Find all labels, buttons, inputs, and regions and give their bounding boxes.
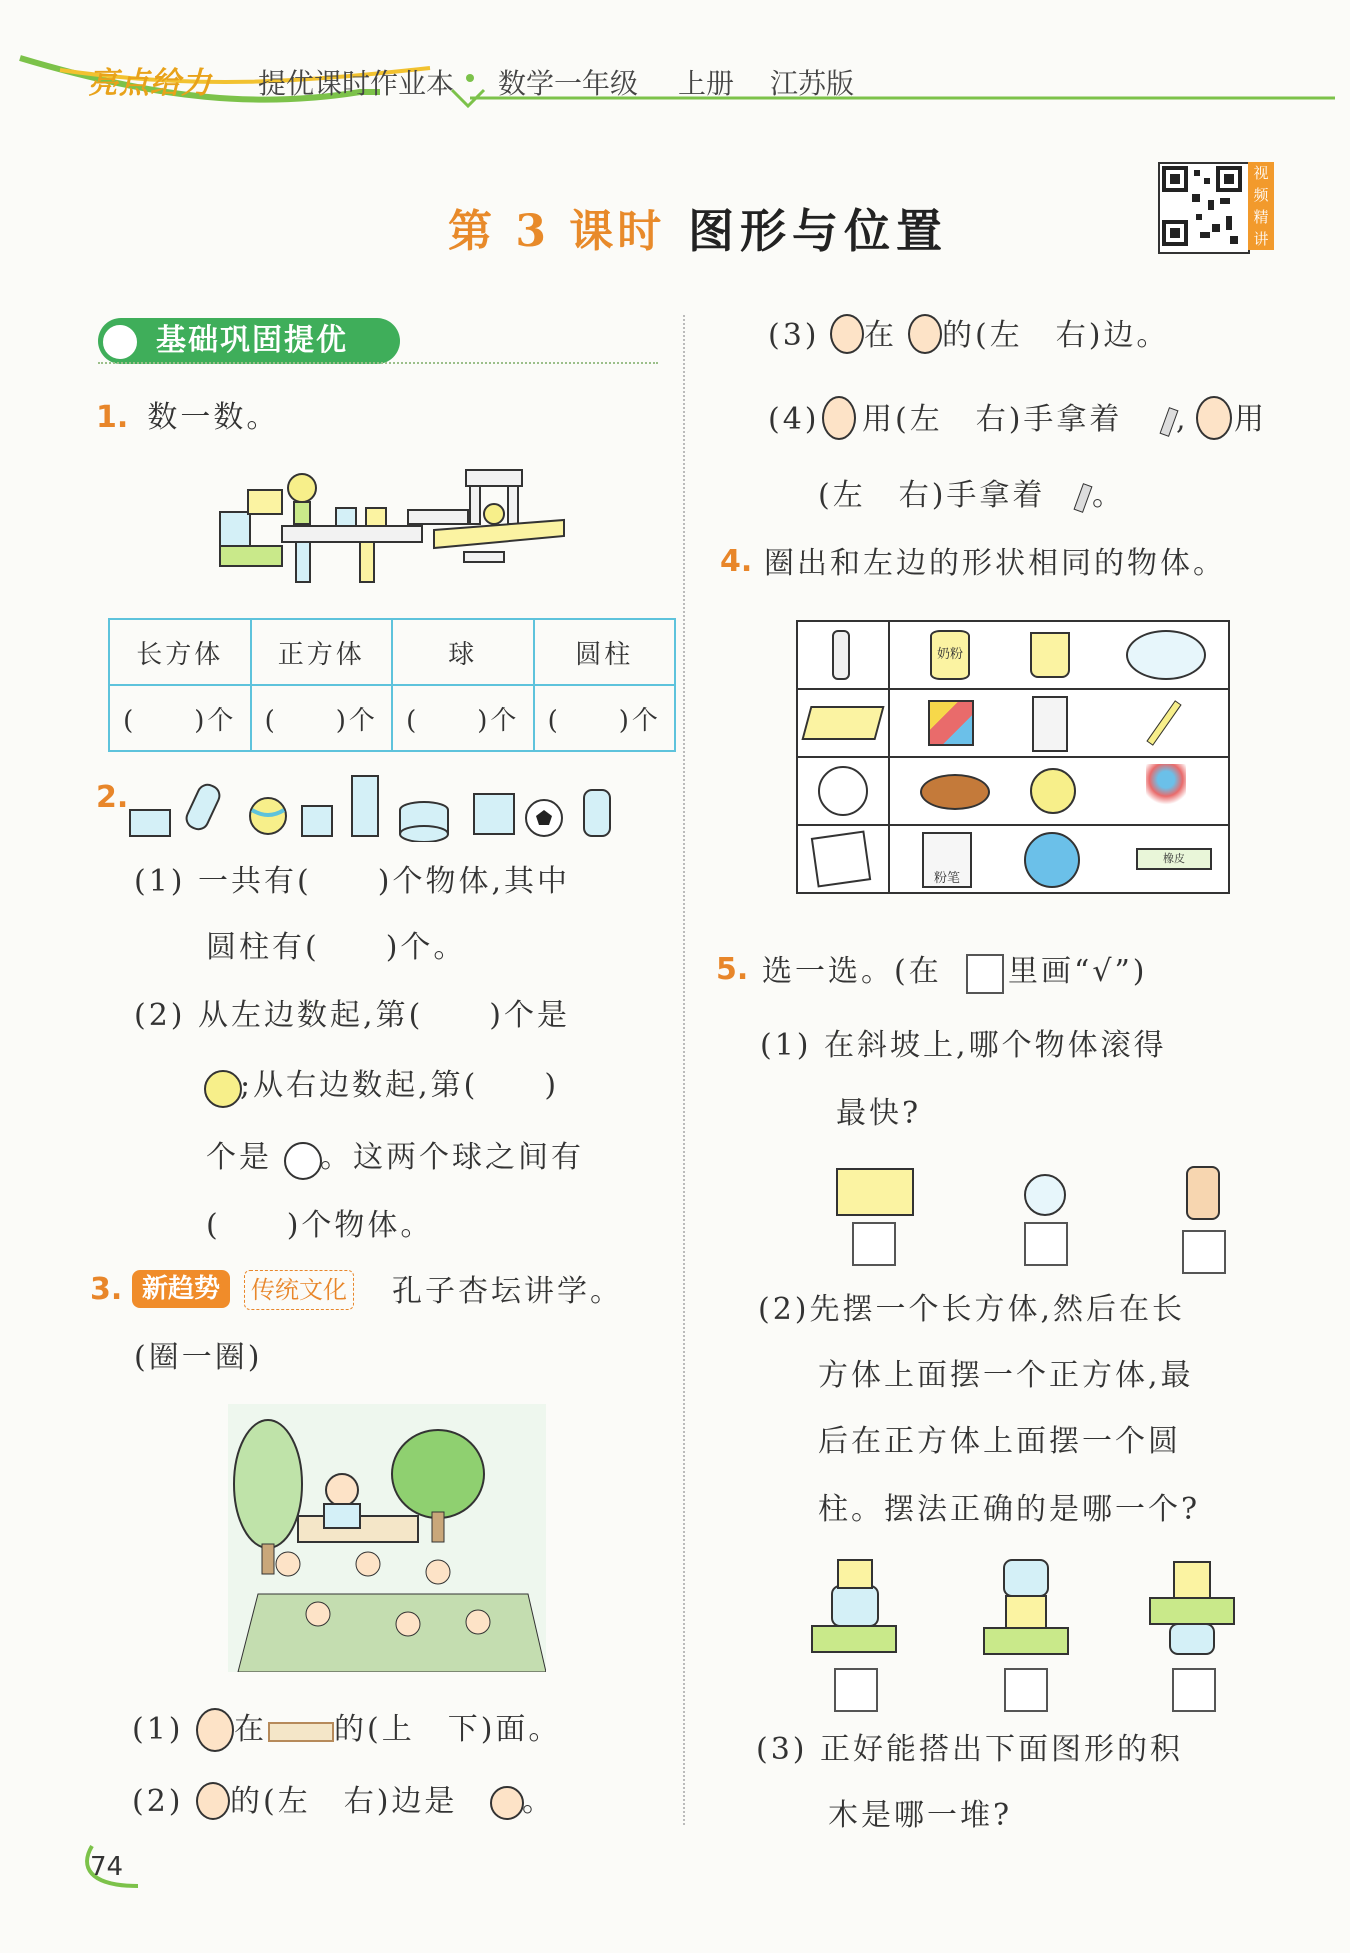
volleyball-icon bbox=[204, 1070, 242, 1108]
teacher-icon bbox=[1196, 396, 1232, 440]
q3-p4-num: (4) bbox=[768, 402, 820, 437]
cylinder-shape bbox=[1186, 1166, 1220, 1220]
q4-number: 4. bbox=[720, 544, 753, 579]
q2-line6: ( )个物体。 bbox=[206, 1208, 434, 1243]
q3-p2-num: (2) bbox=[132, 1784, 184, 1819]
q5-p2b: 方体上面摆一个正方体,最 bbox=[818, 1358, 1194, 1393]
reference-cell bbox=[797, 757, 889, 825]
q3-sub: (圈一圈) bbox=[134, 1340, 263, 1375]
trend-tag: 新趋势 bbox=[132, 1270, 230, 1308]
q2-objects-row bbox=[126, 770, 626, 842]
cuboid-shape bbox=[836, 1168, 914, 1216]
dice-icon bbox=[811, 830, 871, 887]
q3-p4-text: 用(左 右)手拿着 bbox=[862, 402, 1123, 437]
answer-cell[interactable]: ( )个 bbox=[109, 685, 251, 751]
subject: 数学一年级 bbox=[498, 67, 639, 100]
shuttlecock-icon[interactable] bbox=[1146, 764, 1186, 816]
answer-checkbox[interactable] bbox=[852, 1222, 896, 1266]
answer-cell[interactable]: ( )个 bbox=[251, 685, 393, 751]
answer-cell[interactable]: ( )个 bbox=[392, 685, 534, 751]
rugby-ball-icon[interactable] bbox=[920, 774, 990, 810]
answer-checkbox[interactable] bbox=[834, 1668, 878, 1712]
q3-prompt: 孔子杏坛讲学。 bbox=[392, 1274, 623, 1309]
bottle-icon bbox=[832, 630, 850, 680]
answer-checkbox[interactable] bbox=[1172, 1668, 1216, 1712]
reference-cell bbox=[797, 825, 889, 893]
qr-pattern-icon bbox=[1160, 164, 1244, 248]
globe-icon[interactable] bbox=[1024, 832, 1080, 888]
answer-checkbox[interactable] bbox=[1004, 1668, 1048, 1712]
soccer-ball-icon bbox=[284, 1142, 322, 1180]
fridge-icon[interactable] bbox=[1032, 696, 1068, 752]
cup-icon[interactable] bbox=[1030, 632, 1070, 678]
edition: 江苏版 bbox=[770, 67, 855, 100]
q1-number: 1. bbox=[96, 400, 129, 435]
student-icon bbox=[830, 314, 864, 354]
q2-line3: (2) 从左边数起,第( )个是 bbox=[134, 998, 570, 1033]
q2-line1: (1) 一共有( )个物体,其中 bbox=[134, 864, 570, 899]
page-title: 图形与位置 bbox=[688, 204, 948, 258]
q3-number: 3. bbox=[90, 1272, 123, 1307]
q5-p3: (3) 正好能搭出下面图形的积 bbox=[756, 1732, 1184, 1767]
q3-p3-rest: 的(左 右)边。 bbox=[942, 318, 1170, 353]
option-cell[interactable] bbox=[889, 825, 1229, 893]
brand-logo: 亮点给力 bbox=[88, 66, 212, 101]
q3-p2-text: 的(左 右)边是 bbox=[230, 1784, 458, 1819]
q4-prompt: 圈出和左边的形状相同的物体。 bbox=[764, 546, 1226, 581]
soccer-ball-icon bbox=[818, 766, 868, 816]
q5-p1b: 最快? bbox=[836, 1096, 922, 1131]
q5-prompt-a: 选一选。(在 bbox=[762, 954, 942, 989]
option-cell[interactable] bbox=[889, 757, 1229, 825]
answer-cell[interactable]: ( )个 bbox=[534, 685, 676, 751]
gear-icon bbox=[100, 322, 140, 362]
fishbowl-icon[interactable] bbox=[1126, 630, 1206, 680]
q3-p1-in: 在 bbox=[234, 1712, 267, 1747]
q3-p1-rest: 的(上 下)面。 bbox=[334, 1712, 562, 1747]
table-header: 圆柱 bbox=[534, 619, 676, 685]
blocks-illustration bbox=[212, 468, 572, 588]
q3-p4-text2: (左 右)手拿着 bbox=[818, 478, 1046, 513]
q5-p2c: 后在正方体上面摆一个圆 bbox=[818, 1424, 1181, 1459]
table-header: 球 bbox=[392, 619, 534, 685]
q2-line5: 个是 bbox=[206, 1140, 272, 1175]
milk-can-icon[interactable]: 奶粉 bbox=[930, 630, 970, 680]
q3-p3-num: (3) bbox=[768, 318, 820, 353]
q3-p4-end: 。 bbox=[1092, 478, 1125, 513]
q3-p4-comma: , bbox=[1176, 402, 1189, 437]
rubiks-cube-icon[interactable] bbox=[928, 700, 974, 746]
chalk-box-icon[interactable]: 粉笔 bbox=[922, 832, 972, 888]
q2-number: 2. bbox=[96, 780, 129, 815]
stack-options bbox=[808, 1556, 1248, 1666]
reference-cell bbox=[797, 621, 889, 689]
lesson-number: 第 3 课时 bbox=[448, 206, 666, 257]
q4-shape-grid bbox=[796, 620, 1230, 894]
q5-p3b: 木是哪一堆? bbox=[828, 1798, 1013, 1833]
table-header: 长方体 bbox=[109, 619, 251, 685]
q3-p3-in: 在 bbox=[864, 318, 897, 353]
q3-p2-end: 。 bbox=[522, 1784, 555, 1819]
q5-p2d: 柱。摆法正确的是哪一个? bbox=[818, 1492, 1201, 1527]
volume: 上册 bbox=[678, 67, 735, 100]
qr-code[interactable] bbox=[1158, 162, 1250, 254]
gift-box-icon bbox=[801, 706, 884, 740]
student-icon bbox=[822, 396, 856, 440]
section-badge: 基础巩固提优 bbox=[98, 318, 400, 364]
sphere-shape bbox=[1024, 1174, 1066, 1216]
table-header: 正方体 bbox=[251, 619, 393, 685]
video-tag[interactable]: 视频精讲 bbox=[1248, 162, 1274, 250]
checkbox-sample-icon bbox=[966, 954, 1004, 994]
teacher-icon bbox=[196, 1708, 234, 1752]
page-number: 74 bbox=[90, 1852, 124, 1882]
q2-line2: 圆柱有( )个。 bbox=[206, 930, 467, 965]
answer-checkbox[interactable] bbox=[1182, 1230, 1226, 1274]
q1-count-table bbox=[108, 618, 676, 752]
table-icon bbox=[268, 1722, 334, 1742]
confucius-illustration bbox=[228, 1404, 546, 1672]
q3-p1-num: (1) bbox=[132, 1712, 184, 1747]
q2-line5b: 。这两个球之间有 bbox=[320, 1140, 584, 1175]
option-cell[interactable] bbox=[889, 621, 1229, 689]
header-dot bbox=[466, 74, 474, 82]
student-icon bbox=[908, 314, 942, 354]
series-name: 提优课时作业本 bbox=[258, 67, 455, 100]
q5-prompt-b: 里画“√”) bbox=[1008, 954, 1148, 989]
volleyball-icon[interactable] bbox=[1030, 768, 1076, 814]
brush-icon bbox=[1074, 483, 1093, 513]
student-icon bbox=[490, 1786, 524, 1820]
q5-number: 5. bbox=[716, 952, 749, 987]
q5-p2: (2)先摆一个长方体,然后在长 bbox=[758, 1292, 1186, 1327]
culture-tag: 传统文化 bbox=[244, 1270, 354, 1310]
q2-line4: ;从右边数起,第( ) bbox=[240, 1068, 560, 1103]
pencil-icon[interactable] bbox=[1146, 700, 1181, 746]
reference-cell bbox=[797, 689, 889, 757]
answer-checkbox[interactable] bbox=[1024, 1222, 1068, 1266]
q5-p1: (1) 在斜坡上,哪个物体滚得 bbox=[760, 1028, 1167, 1063]
eraser-icon[interactable]: 橡皮 bbox=[1136, 848, 1212, 870]
q3-p4-use: 用 bbox=[1234, 402, 1267, 437]
student-icon bbox=[196, 1782, 230, 1820]
option-cell[interactable] bbox=[889, 689, 1229, 757]
section-divider bbox=[98, 362, 658, 364]
q1-prompt: 数一数。 bbox=[147, 400, 280, 435]
column-divider bbox=[683, 315, 685, 1825]
